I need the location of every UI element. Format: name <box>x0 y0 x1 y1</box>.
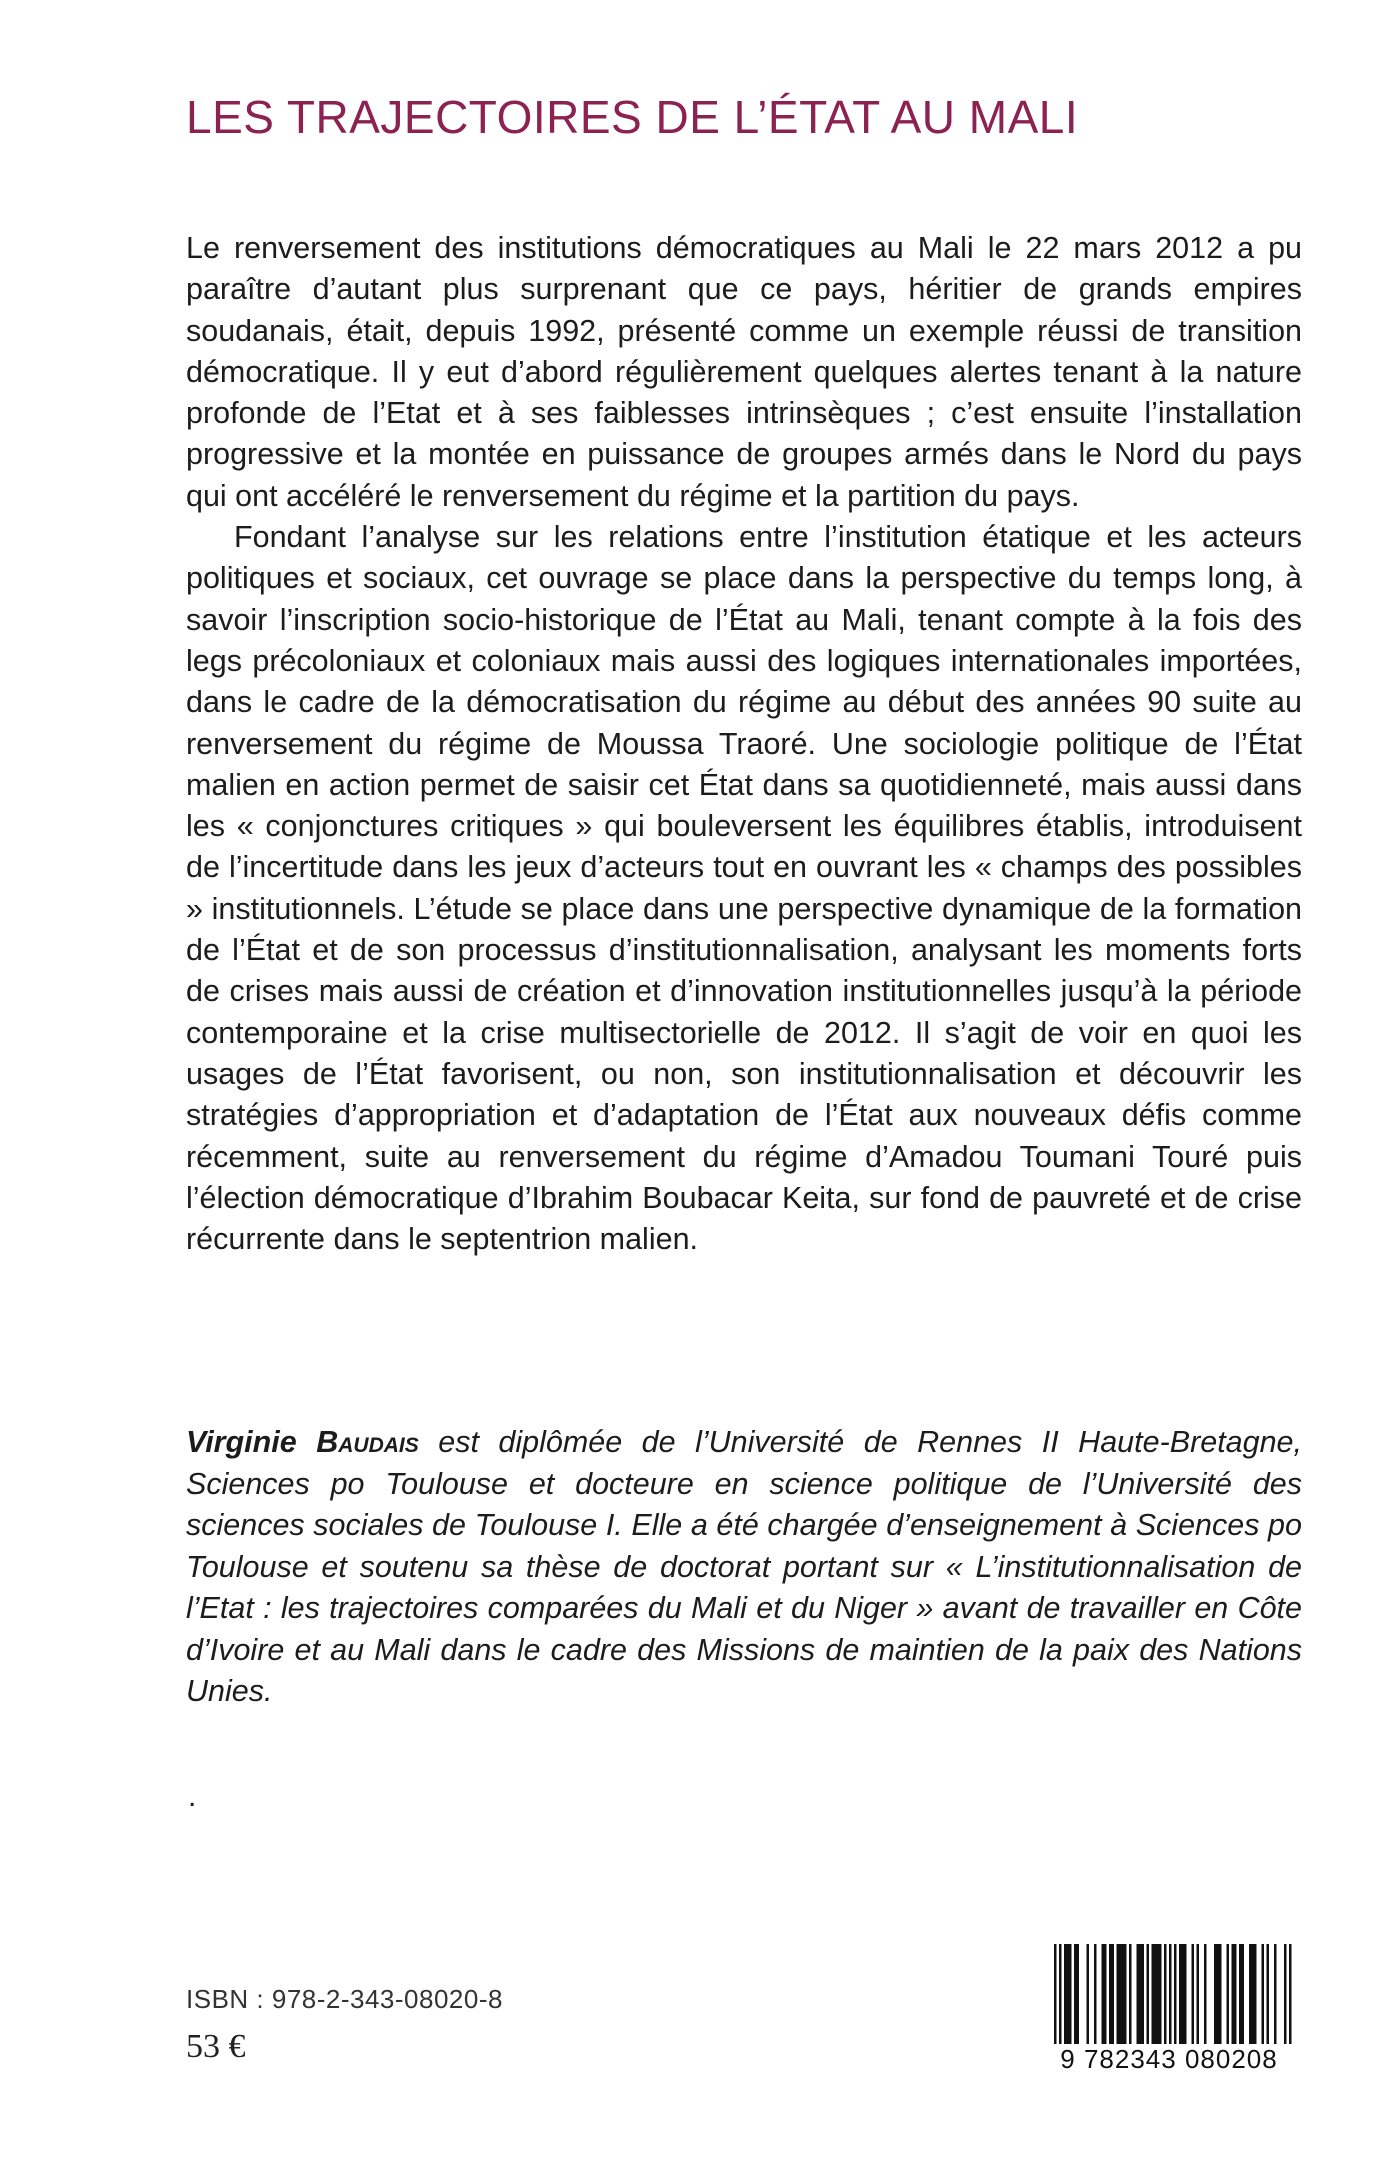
barcode-digits: 9 782343 080208 <box>1034 2044 1304 2075</box>
book-title: LES TRAJECTOIRES DE L’ÉTAT AU MALI <box>186 91 1079 143</box>
author-bio <box>186 1422 1302 1713</box>
synopsis <box>186 228 1302 1260</box>
author-first-name: Virginie <box>186 1425 297 1459</box>
author-bio-text: est diplômée de l’Université de Rennes II Haute-Bretagne, Sciences po Toulouse et docteure en science politique de l’Université des sciences sociales de Toulouse I. Elle a été chargée d’enseignement à Sciences po Toulouse et soutenu sa thèse de doctorat portant sur « L’institutionnalisation de l’Etat : les trajectoires comparées du Mali et du Niger » avant de travailler en Côte d’Ivoire et au Mali dans le cadre des Missions de maintien de la paix des Nations Unies. <box>186 1425 1302 1708</box>
synopsis-paragraph-1: Le renversement des institutions démocratiques au Mali le 22 mars 2012 a pu paraître d’autant plus surprenant que ce pays, héritier de grands empires soudanais, était, depuis 1992, présenté comme un exemple réussi de transition démocratique. Il y eut d’abord régulièrement quelques alertes tenant à la nature profonde de l’Etat et à ses faiblesses intrinsèques ; c’est ensuite l’installation progressive et la montée en puissance de groupes armés dans le Nord du pays qui ont accéléré le renversement du régime et la partition du pays. <box>186 231 1302 513</box>
author-surname: Baudais <box>316 1425 419 1459</box>
isbn-label: ISBN : 978-2-343-08020-8 <box>186 1984 503 2014</box>
price-label: 53 € <box>186 2028 246 2065</box>
barcode <box>1034 1944 1304 2076</box>
stray-dot: . <box>188 1780 197 1813</box>
synopsis-paragraph-2: Fondant l’analyse sur les relations entre l’institution étatique et les acteurs politiques et sociaux, cet ouvrage se place dans la perspective du temps long, à savoir l’inscription socio-historique de l’État au Mali, tenant compte à la fois des legs précoloniaux et coloniaux mais aussi des logiques internationales importées, dans le cadre de la démocratisation du régime au début des années 90 suite au renversement du régime de Moussa Traoré. Une sociologie politique de l’État malien en action permet de saisir cet État dans sa quotidienneté, mais aussi dans les « conjonctures critiques » qui bouleversent les équilibres établis, introduisent de l’incertitude dans les jeux d’acteurs tout en ouvrant les « champs des possibles » institutionnels. L’étude se place dans une perspective dynamique de la formation de l’État et de son processus d’institutionnalisation, analysant les moments forts de crises mais aussi de création et d’innovation institutionnelles jusqu’à la période contemporaine et la crise multisectorielle de 2012. Il s’agit de voir en quoi les usages de l’État favorisent, ou non, son institutionnalisation et découvrir les stratégies d’appropriation et d’adaptation de l’État aux nouveaux défis comme récemment, suite au renversement du régime d’Amadou Toumani Touré puis l’élection démocratique d’Ibrahim Boubacar Keita, sur fond de pauvreté et de crise récurrente dans le septentrion malien. <box>186 520 1302 1257</box>
